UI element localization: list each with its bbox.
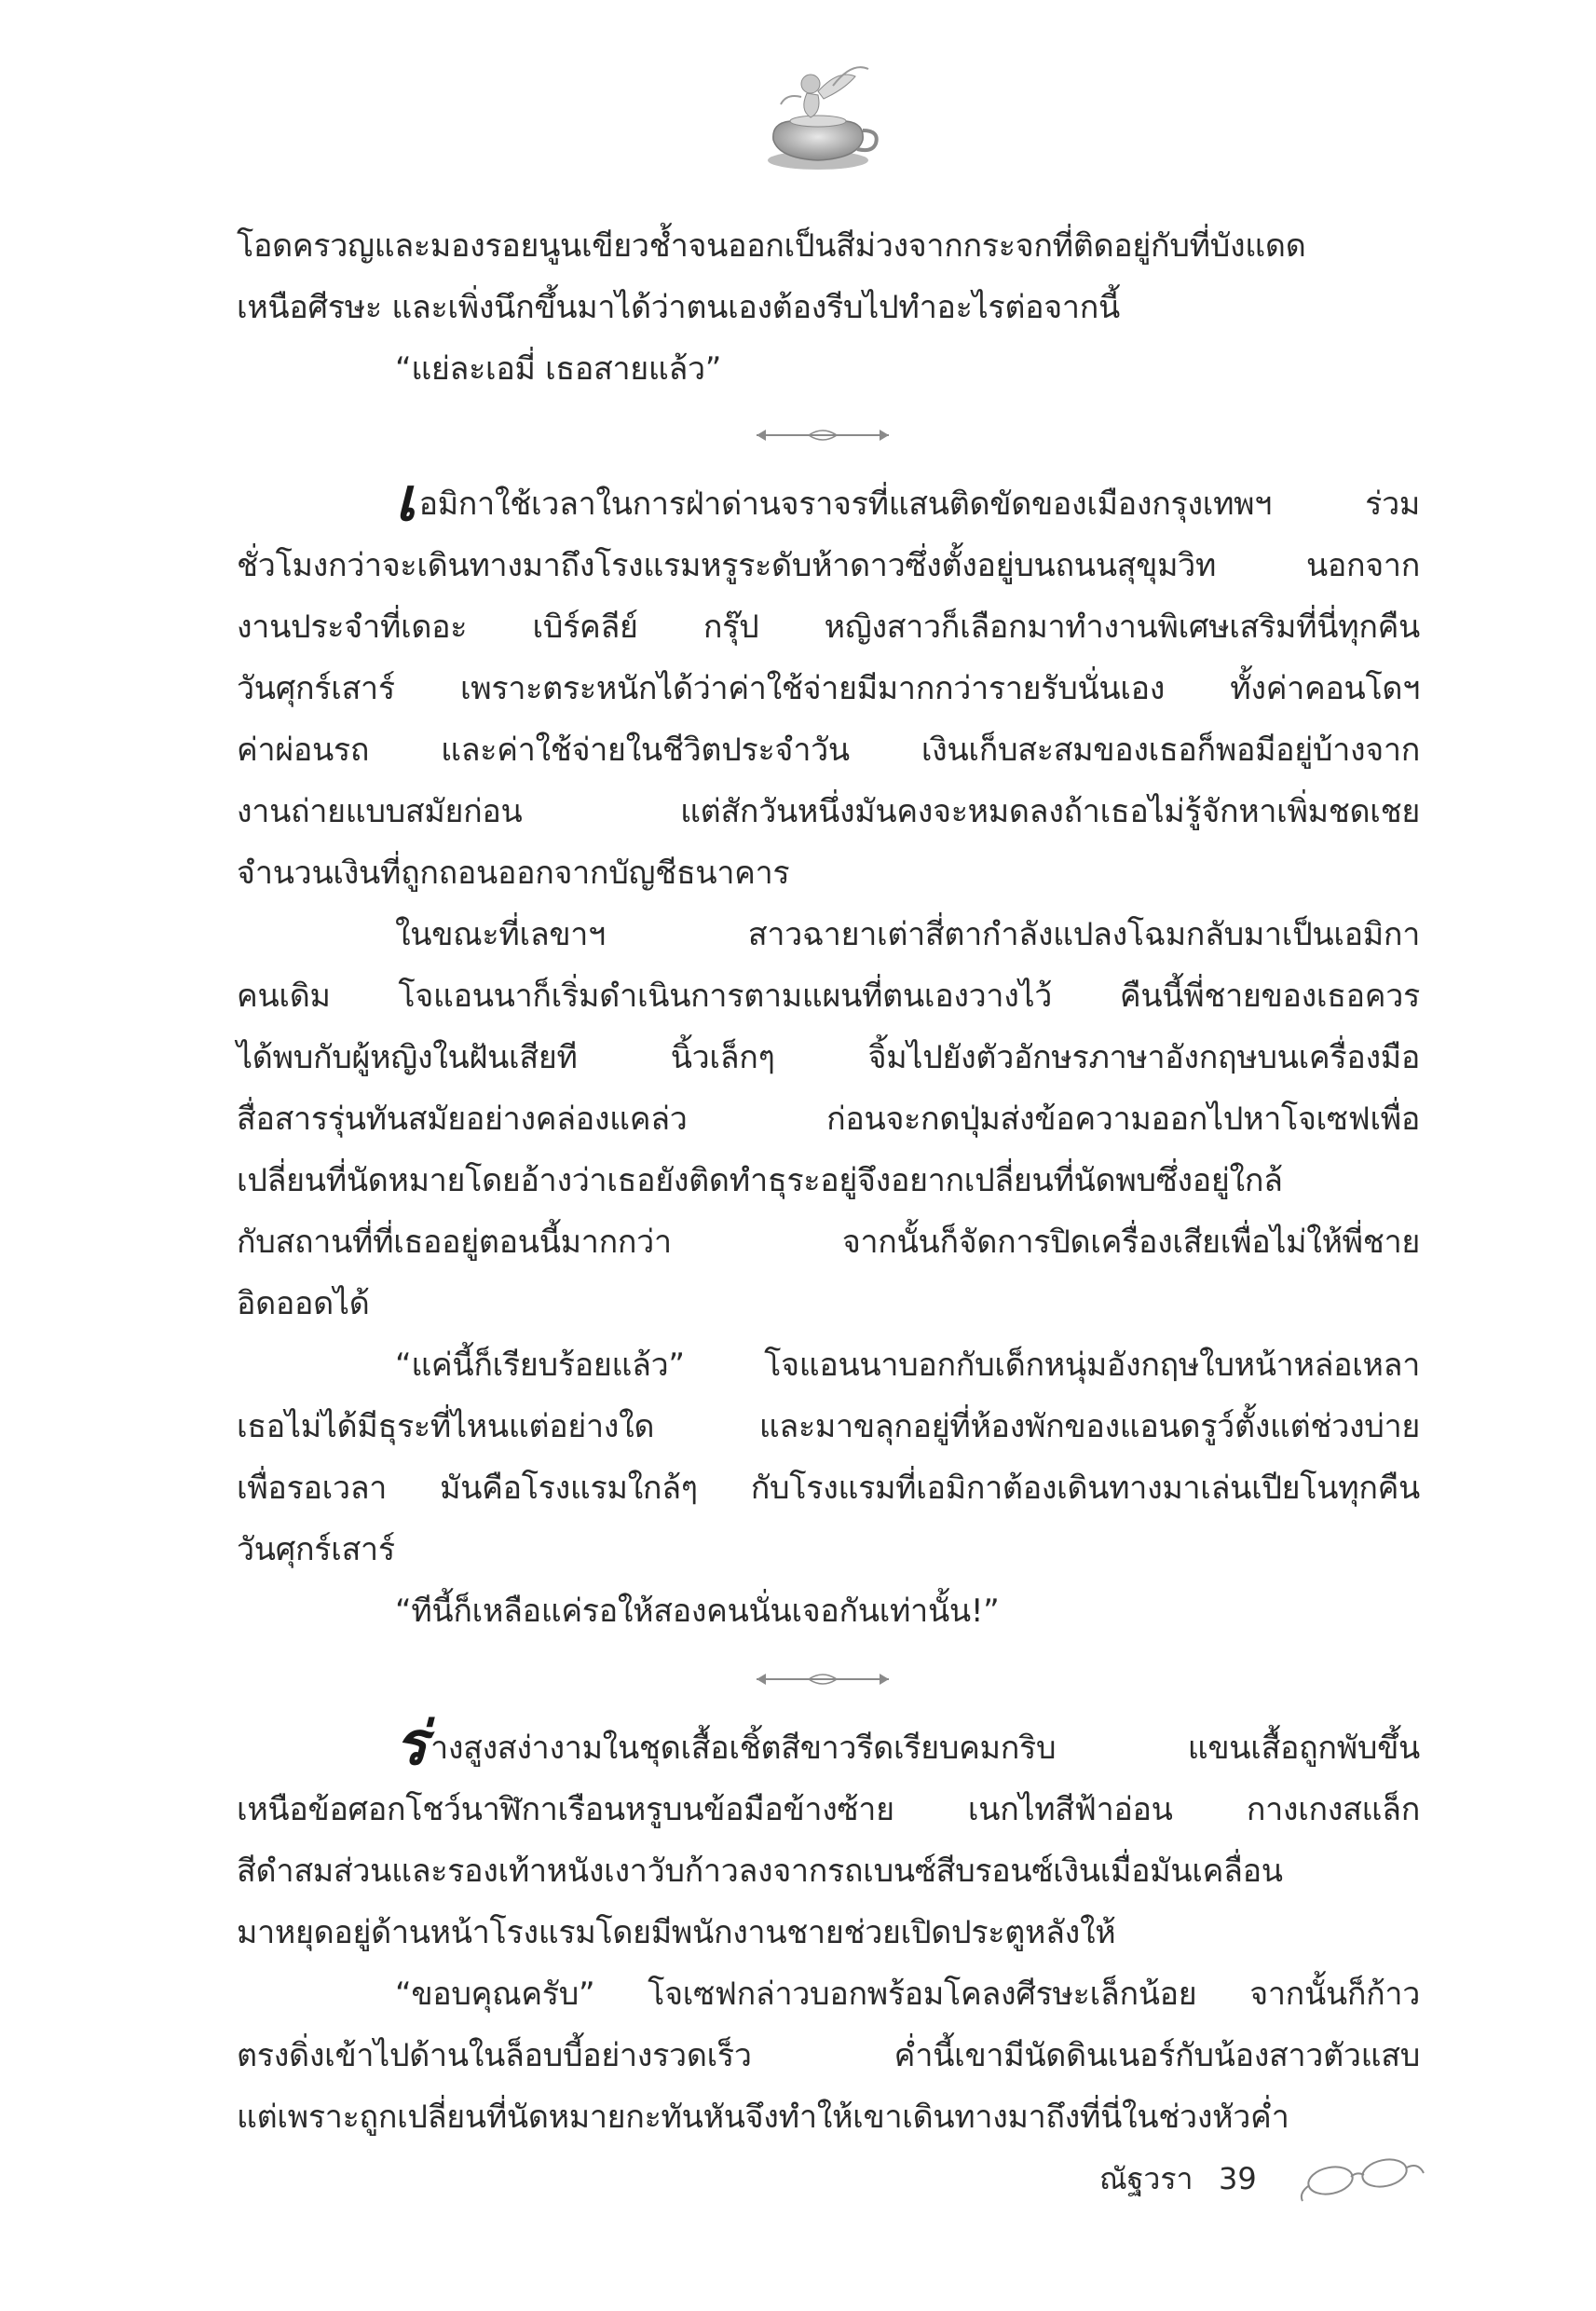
section-divider-icon <box>753 1668 893 1690</box>
text-line: เพื่อรอเวลา มันคือโรงแรมใกล้ๆ กับโรงแรมที่เอมิกาต้องเดินทางมาเล่นเปียโนทุกคืน <box>237 1470 1420 1507</box>
text-line: ค่าผ่อนรถ และค่าใช้จ่ายในชีวิตประจำวัน เงินเก็บสะสมของเธอก็พอมีอยู่บ้างจาก <box>237 732 1420 769</box>
section-divider-icon <box>753 424 893 446</box>
text-line: เหนือศีรษะ และเพิ่งนึกขึ้นมาได้ว่าตนเองต้องรีบไปทำอะไรต่อจากนี้ <box>237 289 1120 326</box>
drop-cap: ร่ <box>395 1709 428 1779</box>
text-line: สีดำสมส่วนและรองเท้าหนังเงาวับก้าวลงจากรถเบนซ์สีบรอนซ์เงินเมื่อมันเคลื่อน <box>237 1853 1283 1890</box>
page-footer <box>1099 2151 1435 2207</box>
text-line-drop-cap <box>237 1709 1420 1779</box>
text-line: คนเดิม โจแอนนาก็เริ่มดำเนินการตามแผนที่ตนเองวางไว้ คืนนี้พี่ชายของเธอควร <box>237 978 1420 1015</box>
text-line: งานถ่ายแบบสมัยก่อน แต่สักวันหนึ่งมันคงจะหมดลงถ้าเธอไม่รู้จักหาเพิ่มชดเชย <box>237 793 1420 830</box>
drop-cap: เ <box>395 465 416 535</box>
text-line: จำนวนเงินที่ถูกถอนออกจากบัญชีธนาคาร <box>237 855 790 892</box>
text-line: เหนือข้อศอกโชว์นาฬิกาเรือนหรูบนข้อมือข้างซ้าย เนกไทสีฟ้าอ่อน กางเกงสแล็ก <box>237 1791 1420 1828</box>
text-line: ในขณะที่เลขาฯ สาวฉายาเต่าสี่ตากำลังแปลงโฉมกลับมาเป็นเอมิกา <box>395 916 1420 953</box>
text-line: เธอไม่ได้มีธุระที่ไหนแต่อย่างใด และมาขลุกอยู่ที่ห้องพักของแอนดรูว์ตั้งแต่ช่วงบ่าย <box>237 1408 1420 1445</box>
dialogue-line: “แย่ละเอมี่ เธอสายแล้ว” <box>395 350 722 388</box>
dialogue-line: “ทีนี้ก็เหลือแค่รอให้สองคนนั่นเจอกันเท่านั้น!” <box>395 1593 1000 1630</box>
text-line: สื่อสารรุ่นทันสมัยอย่างคล่องแคล่ว ก่อนจะกดปุ่มส่งข้อความออกไปหาโจเซฟเพื่อ <box>237 1101 1420 1138</box>
text-line: ได้พบกับผู้หญิงในฝันเสียที นิ้วเล็กๆ จิ้มไปยังตัวอักษรภาษาอังกฤษบนเครื่องมือ <box>237 1039 1420 1076</box>
paragraph-continuation <box>237 215 1420 400</box>
text-line: กับสถานที่ที่เธออยู่ตอนนี้มากกว่า จากนั้นก็จัดการปิดเครื่องเสียเพื่อไม่ให้พี่ชาย <box>237 1224 1420 1261</box>
eyeglasses-icon <box>1295 2153 1425 2205</box>
text-line: มาหยุดอยู่ด้านหน้าโรงแรมโดยมีพนักงานชายช่วยเปิดประตูหลังให้ <box>237 1914 1116 1951</box>
text-line: ตรงดิ่งเข้าไปด้านในล็อบบี้อย่างรวดเร็ว ค่ำนี้เขามีนัดดินเนอร์กับน้องสาวตัวแสบ <box>237 2037 1420 2074</box>
section-joseph <box>237 1709 1420 2148</box>
text-line: โอดครวญและมองรอยนูนเขียวช้ำจนออกเป็นสีม่วงจากกระจกที่ติดอยู่กับที่บังแดด <box>237 227 1306 265</box>
text-line: “แค่นี้ก็เรียบร้อยแล้ว” โจแอนนาบอกกับเด็กหนุ่มอังกฤษใบหน้าหล่อเหลา <box>395 1347 1420 1384</box>
first-line-text: อมิกาใช้เวลาในการฝ่าด่านจราจรที่แสนติดขัดของเมืองกรุงเทพฯ ร่วม <box>418 485 1420 523</box>
text-line: เปลี่ยนที่นัดหมายโดยอ้างว่าเธอยังติดทำธุระอยู่จึงอยากเปลี่ยนที่นัดพบซึ่งอยู่ใกล้ <box>237 1162 1283 1199</box>
text-line-drop-cap <box>237 465 1420 535</box>
page-number: 39 <box>1219 2161 1257 2196</box>
text-line: วันศุกร์เสาร์ <box>237 1531 395 1568</box>
text-line: วันศุกร์เสาร์ เพราะตระหนักได้ว่าค่าใช้จ่ายมีมากกว่ารายรับนั่นเอง ทั้งค่าคอนโดฯ <box>237 670 1420 707</box>
cupid-teacup-emblem-icon <box>753 56 883 177</box>
text-line: อิดออดได้ <box>237 1285 370 1322</box>
text-line: แต่เพราะถูกเปลี่ยนที่นัดหมายกะทันหันจึงทำให้เขาเดินทางมาถึงที่นี่ในช่วงหัวค่ำ <box>237 2099 1289 2136</box>
author-name: ณัฐวรา <box>1099 2161 1194 2196</box>
text-line: “ขอบคุณครับ” โจเซฟกล่าวบอกพร้อมโคลงศีรษะเล็กน้อย จากนั้นก็ก้าว <box>395 1976 1420 2013</box>
text-line: ชั่วโมงกว่าจะเดินทางมาถึงโรงแรมหรูระดับห้าดาวซึ่งตั้งอยู่บนถนนสุขุมวิท นอกจาก <box>237 547 1420 584</box>
first-line-text: างสูงสง่างามในชุดเสื้อเชิ้ตสีขาวรีดเรียบคมกริบ แขนเสื้อถูกพับขึ้น <box>430 1730 1420 1767</box>
section-emika <box>237 465 1420 1642</box>
text-line: งานประจำที่เดอะ เบิร์คลีย์ กรุ๊ป หญิงสาวก็เลือกมาทำงานพิเศษเสริมที่นี่ทุกคืน <box>237 609 1420 646</box>
